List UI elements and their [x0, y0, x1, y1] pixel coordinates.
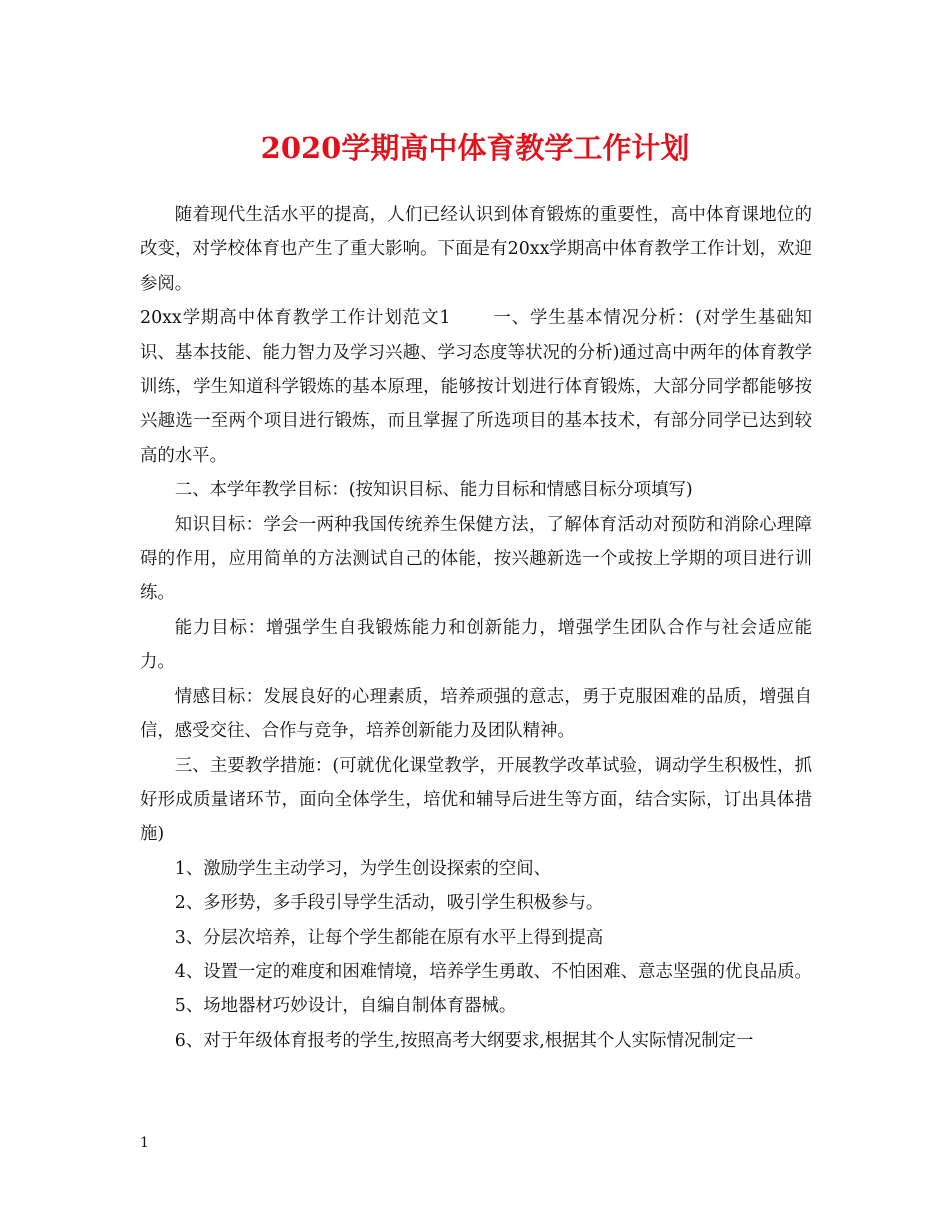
section-paragraph: [140, 301, 812, 473]
student-analysis-text: 一、学生基本情况分析：(对学生基础知识、基本技能、能力智力及学习兴趣、学习态度等状况的分析)通过高中两年的体育教学训练，学生知道科学锻炼的基本原理，能够按计划进行体育锻炼，大部分同学都能够按兴趣选一至两个项目进行锻炼，而且掌握了所选项目的基本技术，有部分同学已达到较高的水平。: [140, 308, 813, 466]
teaching-goals-heading: 二、本学年教学目标：(按知识目标、能力目标和情感目标分项填写): [174, 480, 693, 501]
knowledge-goal-paragraph: 知识目标：学会一两种我国传统养生保健方法，了解体育活动对预防和消除心理障碍的作用，应用简单的方法测试自己的体能，按兴趣新选一个或按上学期的项目进行训练。: [140, 514, 812, 604]
list-item: 6、对于年级体育报考的学生,按照高考大纲要求,根据其个人实际情况制定一: [174, 1030, 754, 1051]
document-body: [140, 198, 812, 1058]
list-item: 4、设置一定的难度和困难情境，培养学生勇敢、不怕困难、意志坚强的优良品质。: [174, 961, 812, 982]
teaching-measures-heading: 三、主要教学措施：(可就优化课堂教学，开展教学改革试验，调动学生积极性，抓好形成质量诸环节，面向全体学生，培优和辅导后进生等方面，结合实际，订出具体措施): [140, 755, 812, 845]
intro-paragraph: 随着现代生活水平的提高，人们已经认识到体育锻炼的重要性，高中体育课地位的改变，对学校体育也产生了重大影响。下面是有20xx学期高中体育教学工作计划，欢迎参阅。: [140, 205, 812, 294]
list-item: 1、激励学生主动学习，为学生创设探索的空间、: [174, 858, 552, 879]
list-item: 3、分层次培养，让每个学生都能在原有水平上得到提高: [174, 927, 604, 948]
section-heading: 20xx学期高中体育教学工作计划范文1: [140, 308, 451, 329]
ability-goal-paragraph: 能力目标：增强学生自我锻炼能力和创新能力，增强学生团队合作与社会适应能力。: [140, 617, 812, 673]
list-item: 5、场地器材巧妙设计，自编自制体育器械。: [174, 996, 517, 1017]
document-title: 2020学期高中体育教学工作计划: [260, 131, 690, 165]
page-number: 1: [140, 1135, 149, 1151]
list-item: 2、多形势，多手段引导学生活动，吸引学生积极参与。: [174, 893, 604, 914]
emotion-goal-paragraph: 情感目标：发展良好的心理素质，培养顽强的意志，勇于克服困难的品质，增强自信，感受交往、合作与竞争，培养创新能力及团队精神。: [140, 686, 812, 742]
